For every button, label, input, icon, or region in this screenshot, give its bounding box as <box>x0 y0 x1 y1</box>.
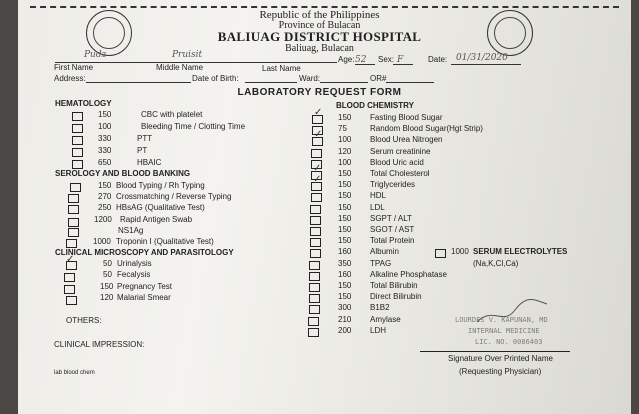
price-urinalysis: 50 <box>103 259 112 268</box>
note-text: lab blood chem <box>54 370 95 376</box>
or-line <box>386 82 434 83</box>
checkmark-icon: ✓ <box>314 129 323 141</box>
hospital-name: BALIUAG DISTRICT HOSPITAL <box>217 29 422 44</box>
dob-line <box>245 82 297 83</box>
test-troponin: Troponin I (Qualitative Test) <box>116 237 214 246</box>
price-antigen-swab: 1200 <box>94 215 112 224</box>
chem-price: 150 <box>338 191 352 201</box>
stamp-specialty: INTERNAL MEDICINE <box>468 327 540 335</box>
checkbox-ns1ag[interactable] <box>68 228 79 237</box>
checkbox-malarial[interactable] <box>66 296 77 305</box>
chem-test-name: Random Blood Sugar(Hgt Strip) <box>370 124 483 134</box>
chem-test-name: Total Bilirubin <box>370 281 418 290</box>
sex-label: Sex: <box>378 55 395 64</box>
checkbox-chem-item[interactable] <box>309 272 320 281</box>
chem-test-name: LDH <box>370 325 387 335</box>
price-electrolytes: 1000 <box>451 247 469 256</box>
checkbox-ptt[interactable] <box>72 136 83 145</box>
price-ptt: 330 <box>98 134 112 143</box>
handwritten-middle-name: Pruisit <box>172 50 203 60</box>
chem-price: 210 <box>338 314 352 324</box>
date-line <box>451 64 521 65</box>
checkbox-troponin[interactable] <box>66 239 77 248</box>
others-label: OTHERS: <box>66 316 102 325</box>
chem-test-name: TPAG <box>370 258 392 268</box>
checkmark-icon: ✓ <box>66 254 75 265</box>
chem-price: 160 <box>338 247 352 257</box>
test-bt-ct: Bleeding Time / Clotting Time <box>141 122 246 131</box>
chem-test-name: SGPT / ALT <box>370 213 412 223</box>
test-pregnancy: Pregnancy Test <box>117 282 172 291</box>
checkbox-fecalysis[interactable] <box>64 273 75 282</box>
chem-price: 350 <box>338 258 352 268</box>
background-edge-right <box>631 0 639 414</box>
checkbox-chem-item[interactable] <box>309 283 320 292</box>
checkbox-chem-item[interactable] <box>310 205 321 214</box>
checkbox-electrolytes[interactable] <box>435 249 446 258</box>
price-blood-typing: 150 <box>98 181 112 190</box>
price-malarial: 120 <box>100 293 114 302</box>
checkbox-chem-item[interactable] <box>310 227 321 236</box>
price-bt-ct: 100 <box>98 122 112 131</box>
ward-label: Ward: <box>299 74 321 83</box>
header-province: Province of Bulacan <box>278 20 361 31</box>
first-name-label: First Name <box>54 63 94 72</box>
test-hbsag: HBsAG (Qualitative Test) <box>116 203 205 212</box>
middle-name-label: Middle Name <box>156 63 204 72</box>
or-label: OR# <box>370 74 387 83</box>
hospital-place: Baliuag, Bulacan <box>285 43 354 54</box>
address-label: Address: <box>54 74 86 83</box>
checkbox-hbaic[interactable] <box>72 160 83 169</box>
price-fecalysis: 50 <box>103 270 112 279</box>
serology-heading: SEROLOGY AND BLOOD BANKING <box>55 169 191 178</box>
chem-test-name: Albumin <box>370 247 399 257</box>
address-line <box>86 82 191 83</box>
test-fecalysis: Fecalysis <box>117 270 151 279</box>
chem-test-name: HDL <box>370 191 387 201</box>
electrolytes-sub: (Na,K,Cl,Ca) <box>473 259 519 268</box>
chem-price: 150 <box>338 213 352 223</box>
checkbox-blood-typing[interactable] <box>70 183 81 192</box>
checkbox-pregnancy[interactable] <box>64 285 75 294</box>
chem-price: 100 <box>338 135 352 145</box>
sex-line <box>393 64 413 65</box>
chem-test-name: Total Protein <box>370 236 415 246</box>
date-label: Date: <box>428 55 448 64</box>
test-antigen-swab: Rapid Antigen Swab <box>120 215 193 224</box>
chem-price: 150 <box>338 292 352 302</box>
checkbox-chem-item[interactable] <box>310 249 321 258</box>
chem-test-name: LDL <box>370 202 385 212</box>
last-name-label: Last Name <box>262 64 301 73</box>
chem-price: 160 <box>338 269 352 279</box>
chem-test-name: Serum creatinine <box>370 146 431 156</box>
chem-price: 75 <box>338 124 347 134</box>
chem-test-name: Blood Urea Nitrogen <box>370 135 443 145</box>
chem-price: 150 <box>338 236 352 246</box>
handwritten-age: 52 <box>355 55 367 65</box>
signature-sub: (Requesting Physician) <box>459 367 542 376</box>
checkbox-crossmatching[interactable] <box>68 194 79 203</box>
price-pt: 330 <box>98 146 112 155</box>
chem-test-name: SGOT / AST <box>370 225 415 234</box>
chem-test-name: Alkaline Phosphatase <box>370 269 447 279</box>
clinical-impression-label: CLINICAL IMPRESSION: <box>54 340 145 349</box>
checkbox-cbc[interactable] <box>72 112 83 121</box>
checkmark-icon: ✓ <box>313 174 322 186</box>
chemistry-heading: BLOOD CHEMISTRY <box>336 101 414 110</box>
background-edge <box>0 0 18 414</box>
checkbox-chem-item[interactable] <box>309 261 320 270</box>
checkbox-chem-item[interactable] <box>308 317 319 326</box>
price-hbsag: 250 <box>98 203 112 212</box>
chem-price: 150 <box>338 202 352 212</box>
test-crossmatching: Crossmatching / Reverse Typing <box>116 192 232 201</box>
handwritten-first-name: Pudz <box>84 50 107 60</box>
header-republic: Republic of the Philippines <box>259 9 380 21</box>
chem-test-name: B1B2 <box>370 303 390 313</box>
price-troponin: 1000 <box>93 237 111 246</box>
chem-test-name: Blood Uric acid <box>370 157 424 167</box>
chem-test-name: Triglycerides <box>370 180 416 190</box>
perforation-line <box>30 6 619 8</box>
checkbox-hbsag[interactable] <box>68 205 79 214</box>
checkmark-icon: ✓ <box>313 163 322 174</box>
handwritten-sex: F <box>397 55 404 65</box>
test-malarial: Malarial Smear <box>117 293 171 302</box>
test-blood-typing: Blood Typing / Rh Typing <box>116 181 205 190</box>
checkbox-bt-ct[interactable] <box>72 124 83 133</box>
checkbox-chem-item[interactable] <box>309 305 320 314</box>
test-electrolytes: SERUM ELECTROLYTES <box>473 247 568 256</box>
chem-price: 150 <box>338 169 352 178</box>
chem-test-name: Amylase <box>370 314 401 324</box>
chem-price: 120 <box>338 146 352 156</box>
chem-price: 200 <box>338 325 352 335</box>
chem-price: 150 <box>338 225 352 234</box>
signature-line <box>420 351 570 352</box>
price-hbaic: 650 <box>98 158 112 167</box>
checkmark-icon: ✓ <box>314 107 323 118</box>
price-crossmatching: 270 <box>98 192 112 201</box>
checkbox-chem-item[interactable] <box>309 294 320 303</box>
chem-price: 150 <box>338 180 352 190</box>
checkbox-chem-item[interactable] <box>310 216 321 225</box>
test-urinalysis: Urinalysis <box>117 259 152 268</box>
test-ns1ag: NS1Ag <box>118 226 144 235</box>
chem-price: 150 <box>338 113 352 122</box>
microscopy-heading: CLINICAL MICROSCOPY AND PARASITOLOGY <box>55 248 234 257</box>
checkbox-antigen-swab[interactable] <box>68 218 79 227</box>
test-cbc: CBC with platelet <box>141 110 203 119</box>
ward-line <box>320 82 368 83</box>
chem-price: 150 <box>338 281 352 290</box>
price-pregnancy: 150 <box>100 282 114 291</box>
test-hbaic: HBAIC <box>137 158 162 167</box>
test-pt: PT <box>137 146 148 155</box>
stamp-name: LOURDES V. KAPUNAN, MD <box>455 316 548 324</box>
chem-test-name: Total Cholesterol <box>370 169 430 178</box>
chem-price: 100 <box>338 157 352 167</box>
checkbox-chem-item[interactable] <box>311 193 322 202</box>
stamp-license: LIC. NO. 0086403 <box>475 338 543 346</box>
checkbox-chem-item[interactable] <box>308 328 319 337</box>
checkbox-chem-item[interactable] <box>311 149 322 158</box>
test-ptt: PTT <box>137 134 153 143</box>
dob-label: Date of Birth: <box>192 74 239 83</box>
checkbox-chem-item[interactable] <box>310 238 321 247</box>
checkbox-pt[interactable] <box>72 148 83 157</box>
handwritten-date: 01/31/2020 <box>456 53 508 63</box>
age-line <box>355 64 375 65</box>
chem-test-name: Fasting Blood Sugar <box>370 113 443 122</box>
hematology-heading: HEMATOLOGY <box>55 99 112 108</box>
price-cbc: 150 <box>98 110 112 119</box>
signature-label: Signature Over Printed Name <box>448 354 553 363</box>
form-title: LABORATORY REQUEST FORM <box>237 87 402 98</box>
signature-icon <box>475 296 555 326</box>
chem-price: 300 <box>338 303 352 313</box>
chem-test-name: Direct Bilirubin <box>370 292 422 302</box>
age-label: Age: <box>338 55 355 64</box>
